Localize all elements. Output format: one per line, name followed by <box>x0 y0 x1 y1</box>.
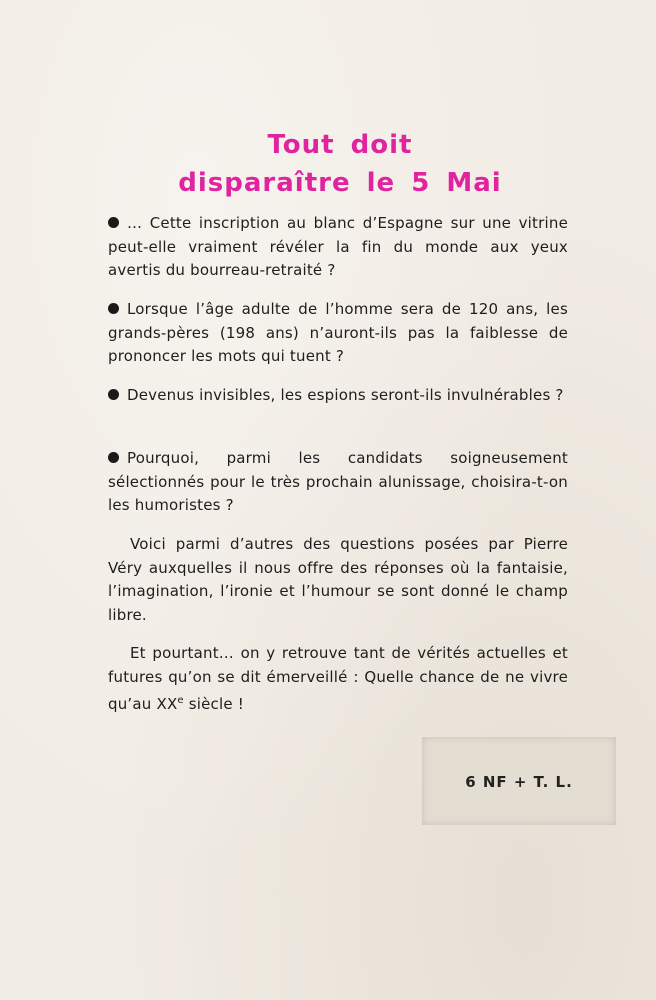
summary-text: Voici parmi d’autres des questions posées par Pierre Véry auxquelles il nous offre des réponses où la fantaisie, l’imagination, l’ironie et l’humour se sont donné le champ libre. <box>108 535 568 624</box>
question-paragraph-2 <box>108 298 568 369</box>
title-line-1: Tout doit <box>267 130 413 160</box>
bullet-icon <box>108 303 119 314</box>
bullet-icon <box>108 217 119 228</box>
century-superscript: e <box>177 695 184 706</box>
title-line-2: disparaître le 5 Mai <box>178 168 502 198</box>
closing-text: Et pourtant… on y retrouve tant de vérités actuelles et futures qu’on se dit émerveillé : Quelle chance de ne vivre qu’au XX <box>108 644 568 713</box>
question-paragraph-3 <box>108 384 568 408</box>
question-text-4: Pourquoi, parmi les candidats soigneusement sélectionnés pour le très prochain alunissage, choisira-t-on les humoristes ? <box>108 449 568 514</box>
bullet-icon <box>108 452 119 463</box>
question-text-3: Devenus invisibles, les espions seront-ils invulnérables ? <box>127 386 564 404</box>
price-text: 6 NF + T. L. <box>465 773 573 791</box>
question-text-2: Lorsque l’âge adulte de l’homme sera de 120 ans, les grands-pères (198 ans) n’auront-ils pas la faiblesse de prononcer les mots qui tuent ? <box>108 300 568 365</box>
question-paragraph-4 <box>108 447 568 518</box>
bullet-icon <box>108 389 119 400</box>
summary-paragraph <box>108 533 568 627</box>
closing-suffix: siècle ! <box>183 695 244 713</box>
question-paragraph-1 <box>108 212 568 283</box>
closing-paragraph <box>108 642 568 717</box>
question-text-1: … Cette inscription au blanc d’Espagne sur une vitrine peut-elle vraiment révéler la fin du monde aux yeux avertis du bourreau-retraité ? <box>108 214 568 279</box>
price-sticker <box>422 737 616 825</box>
